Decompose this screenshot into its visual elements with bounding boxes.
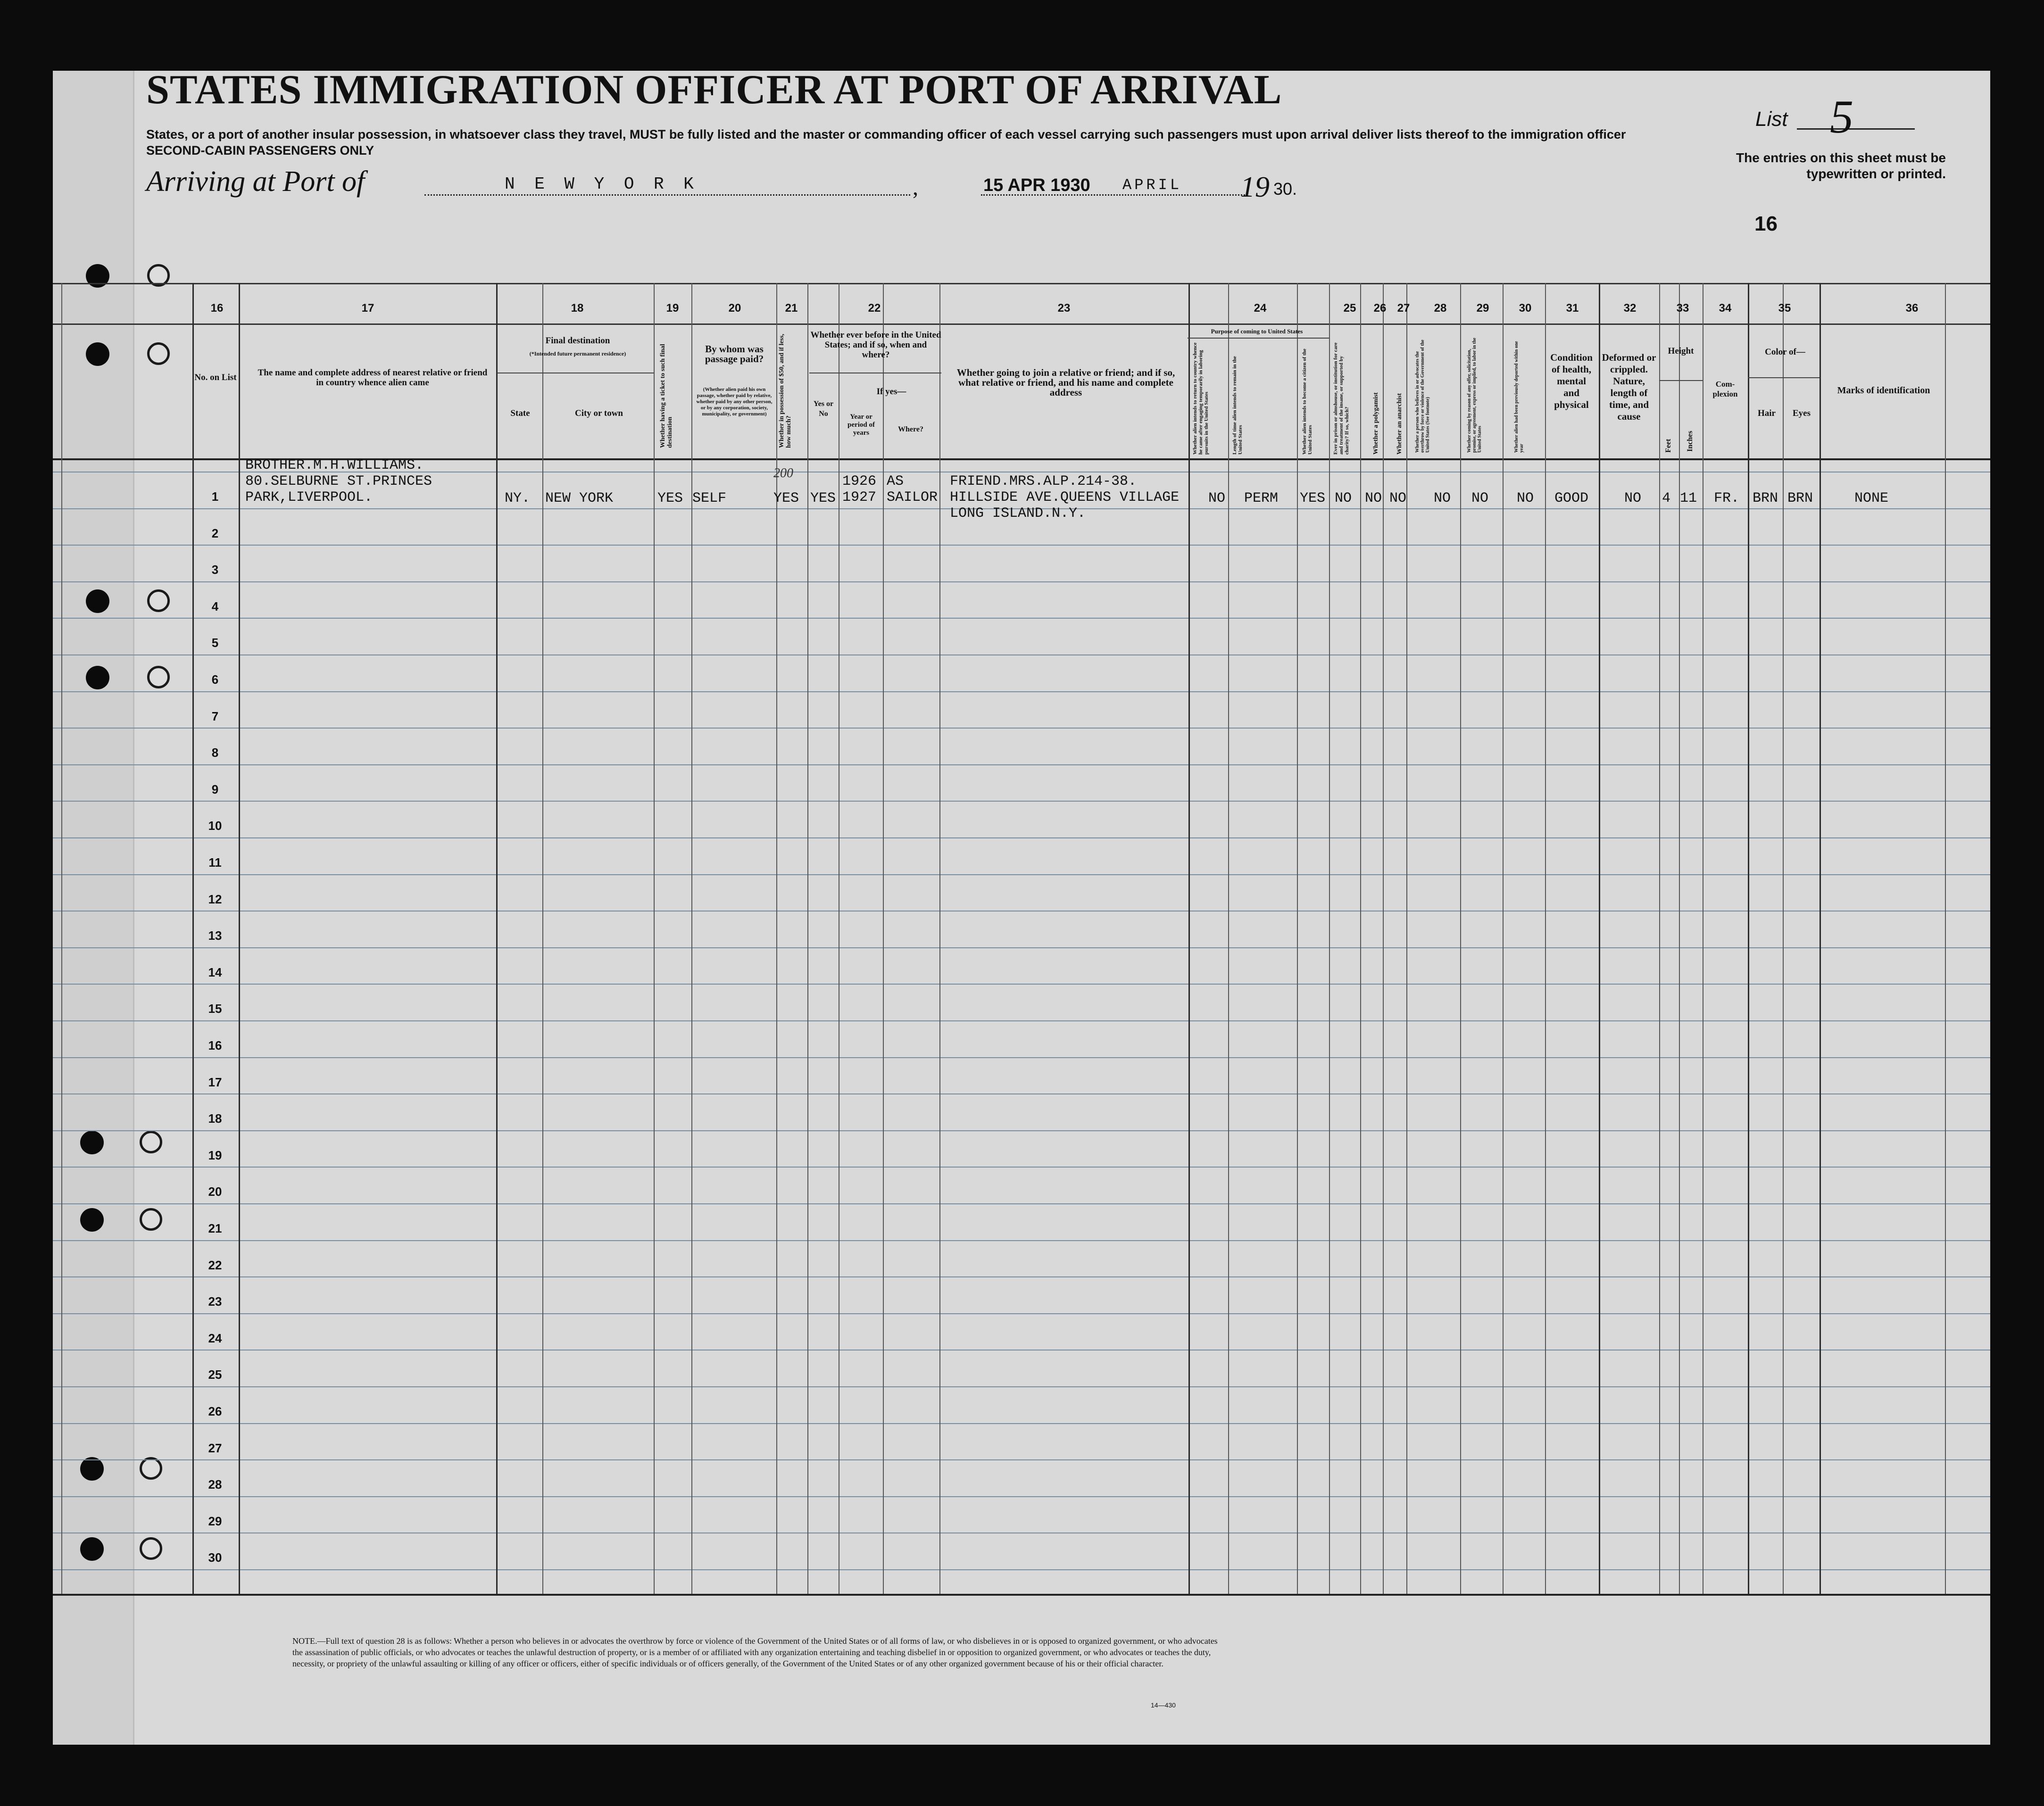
row-rule [53, 1130, 1990, 1131]
column-rule [1460, 283, 1461, 1594]
header-deported: Whether alien had been previously deported within one year [1514, 341, 1524, 453]
column-rule [1503, 283, 1504, 1594]
header-relative-address: The name and complete address of nearest relative or friend in country whence alien came [258, 368, 488, 388]
column-rule [883, 283, 884, 1594]
header-purpose-b: Length of time alien intends to remain in the United States [1232, 356, 1243, 455]
column-rule [1783, 283, 1784, 1594]
row-number: 10 [208, 819, 222, 833]
punch-hole [86, 666, 109, 689]
column-rule [496, 283, 498, 1594]
row-rule [53, 1496, 1990, 1497]
entry-deformed: NO [1624, 490, 1642, 506]
entry-marks: NONE [1854, 490, 1889, 506]
entry-prison: NO [1335, 490, 1352, 506]
column-rule [1659, 283, 1660, 1594]
col-number: 34 [1719, 302, 1732, 315]
header-joining: Whether going to join a relative or friend; and if so, what relative or friend, and his name and complete address [956, 367, 1175, 398]
entry-eyes: BRN [1787, 490, 1813, 506]
col-number: 23 [1057, 302, 1071, 315]
col-number: 16 [210, 302, 224, 315]
row-rule [53, 1459, 1990, 1460]
row-number: 25 [208, 1367, 222, 1382]
col-number: 19 [666, 302, 679, 315]
row-number: 8 [211, 746, 219, 760]
entry-condition: GOOD [1554, 490, 1589, 506]
punch-hole [80, 1131, 104, 1154]
column-rule [542, 283, 543, 1594]
header-deformed: Deformed or crippled. Nature, length of time, and cause [1602, 352, 1656, 422]
col-number: 36 [1905, 302, 1919, 315]
punch-hole [140, 1537, 162, 1560]
row-rule [53, 618, 1990, 619]
entry-polygamist: NO [1365, 490, 1382, 506]
header-feet: Feet [1664, 439, 1672, 453]
header-if-yes: If yes— [876, 387, 906, 397]
header-condition: Condition of health, mental and physical [1550, 352, 1593, 410]
row-number: 22 [208, 1258, 222, 1272]
row-number: 18 [208, 1111, 222, 1126]
header-marks: Marks of identification [1837, 385, 1930, 396]
row-rule [53, 1057, 1990, 1058]
entry-offer: NO [1471, 490, 1489, 506]
header-money: Whether in possession of $50, and if less, how much? [778, 333, 792, 448]
column-rule [807, 283, 808, 1594]
row-number: 27 [208, 1441, 222, 1455]
column-number-divider [53, 323, 1990, 325]
row-number: 6 [211, 672, 219, 687]
entry-deported: NO [1517, 490, 1534, 506]
col-number: 28 [1434, 302, 1447, 315]
column-rule [1406, 283, 1407, 1594]
instructions-text: The entries on this sheet must be typewritten or printed. [1736, 150, 1946, 181]
col-number: 24 [1254, 302, 1267, 315]
column-rule [1679, 283, 1680, 1594]
header-height: Height [1668, 346, 1694, 356]
row-number: 4 [211, 599, 219, 613]
row-number: 19 [208, 1148, 222, 1162]
column-rule [691, 283, 692, 1594]
row-number: 17 [208, 1075, 222, 1089]
column-rule [1360, 283, 1361, 1594]
column-rule [1188, 283, 1190, 1594]
row-rule [53, 801, 1990, 802]
row-number: 9 [211, 782, 219, 796]
column-rule [939, 283, 940, 1594]
entry-purpose-b: PERM [1244, 490, 1279, 506]
header-passage-paid: By whom was passage paid? [705, 343, 764, 365]
row-number: 13 [208, 928, 222, 943]
col-number: 27 [1397, 302, 1410, 315]
year-suffix: 30. [1273, 179, 1297, 199]
punch-hole [147, 666, 170, 688]
punch-hole [80, 1208, 104, 1232]
column-rule [1297, 283, 1298, 1594]
col-number: 22 [868, 302, 881, 315]
header-passage-paid-note: (Whether alien paid his own passage, whether paid by relative, whether paid by any other person, or by any corporation, society, municipality, or government) [696, 387, 773, 417]
row-rule [53, 654, 1990, 655]
row-rule [53, 1167, 1990, 1168]
year-prefix: 19 [1240, 171, 1270, 203]
col-number: 21 [785, 302, 798, 315]
column-rule [1383, 283, 1384, 1594]
header-overthrow: Whether a person who believes in or advocates the overthrow by force or violence of the Government of the United States (See footnote) [1415, 340, 1430, 453]
punch-hole [86, 342, 109, 366]
col-number: 17 [361, 302, 374, 315]
row-rule [53, 1276, 1990, 1277]
row-rule [53, 1386, 1990, 1387]
row-number: 20 [208, 1185, 222, 1199]
page-title: STATES IMMIGRATION OFFICER AT PORT OF ARRIVAL [146, 67, 1282, 113]
row-rule [53, 1203, 1990, 1204]
table-top-border [53, 283, 1990, 284]
header-city: City or town [574, 408, 623, 418]
row-number: 5 [211, 636, 219, 650]
sheet-number: 16 [1754, 212, 1778, 235]
list-number: 5 [1830, 91, 1853, 143]
arriving-label: Arriving at Port of [146, 166, 365, 198]
binding-strip [53, 71, 134, 1745]
punch-hole [140, 1131, 162, 1153]
column-rule [1599, 283, 1600, 1594]
header-yes-or-no: Yes or No [813, 400, 834, 418]
subtitle [146, 126, 1731, 158]
header-purpose-c: Whether alien intends to become a citizen of the United States [1302, 348, 1313, 455]
row-rule [53, 1423, 1990, 1424]
row-number: 30 [208, 1550, 222, 1565]
row-rule [53, 1020, 1990, 1021]
punch-hole [80, 1457, 104, 1481]
header-hair: Hair [1758, 408, 1776, 418]
col-number: 29 [1476, 302, 1489, 315]
column-rule [1945, 283, 1946, 1594]
list-label: List [1755, 108, 1788, 131]
entry-purpose-a: NO [1208, 490, 1226, 506]
header-inches: Inches [1686, 431, 1694, 452]
header-final-destination-note: (*Intended future permanent residence) [529, 350, 626, 357]
row-rule [53, 545, 1990, 546]
row-number: 3 [211, 563, 219, 577]
row-rule [53, 728, 1990, 729]
entry-money-note: 200 [773, 466, 793, 480]
entry-money: YES [773, 490, 799, 506]
row-number: 1 [211, 489, 219, 504]
entry-state: NY. [505, 490, 531, 506]
entry-anarchist: NO [1389, 490, 1407, 506]
entry-city: NEW YORK [545, 490, 614, 506]
entry-inches: 11 [1680, 490, 1697, 506]
row-number: 28 [208, 1477, 222, 1492]
col-number: 20 [728, 302, 741, 315]
form-number: 14—430 [1151, 1701, 1176, 1709]
header-purpose-a: Whether alien intends to return to country whence he came after engaging temporarily in laboring pursuits in the United States [1192, 342, 1209, 455]
col-number: 26 [1373, 302, 1387, 315]
manifest-sheet [53, 71, 1990, 1745]
header-anarchist: Whether an anarchist [1396, 393, 1403, 455]
month-value: APRIL [1122, 176, 1182, 194]
entry-complexion: FR. [1714, 490, 1740, 506]
row-number: 14 [208, 965, 222, 979]
row-rule [53, 984, 1990, 985]
entry-before-yes: YES [810, 490, 836, 506]
header-state: State [510, 408, 530, 418]
row-rule [53, 1569, 1990, 1570]
row-rule [53, 874, 1990, 875]
entry-purpose-c: YES [1300, 490, 1326, 506]
column-rule [654, 283, 655, 1594]
port-underline [424, 194, 910, 196]
punch-hole [80, 1537, 104, 1561]
header-purpose: Purpose of coming to United States [1211, 328, 1303, 335]
entry-passage-paid: SELF [692, 490, 727, 506]
row-rule [53, 581, 1990, 582]
entry-feet: 4 [1662, 490, 1671, 506]
entry-overthrow: NO [1434, 490, 1451, 506]
header-no-on-list: No. on List [194, 373, 237, 382]
punch-hole [147, 342, 170, 365]
column-rule [192, 283, 194, 1594]
row-number: 12 [208, 892, 222, 906]
row-number: 2 [211, 526, 219, 540]
row-rule [53, 1313, 1990, 1314]
row-rule [53, 691, 1990, 692]
stamp-date: 15 APR 1930 [983, 175, 1090, 195]
column-rule [1820, 283, 1821, 1594]
entry-joining: FRIEND.MRS.ALP.214-38. HILLSIDE AVE.QUEENS VILLAGE LONG ISLAND.N.Y. [950, 473, 1180, 522]
col-number: 31 [1566, 302, 1579, 315]
header-complexion: Com-plexion [1712, 380, 1738, 398]
header-final-destination: Final destination [545, 336, 610, 346]
header-prison: Ever in prison or almshouse, or institution for care and treatment of the insane, or supported by charity? If so, which? [1333, 342, 1350, 455]
table-bottom-border [53, 1594, 1990, 1596]
entry-before-years: 1926 1927 [842, 473, 877, 505]
row-rule [53, 837, 1990, 838]
column-rule [1748, 283, 1749, 1594]
row-number: 16 [208, 1038, 222, 1052]
entry-hair: BRN [1753, 490, 1778, 506]
subtitle-line2: SECOND-CABIN PASSENGERS ONLY [146, 143, 374, 157]
header-eyes: Eyes [1793, 408, 1811, 418]
row-number: 24 [208, 1331, 222, 1345]
subtitle-line1: States, or a port of another insular possession, in whatsoever class they travel, MUST be fully listed and the master or commanding officer of each vessel carrying such passengers must upon arrival deliver lists thereof to the immigration officer [146, 127, 1626, 141]
row-number: 7 [211, 709, 219, 723]
punch-hole [140, 1208, 162, 1231]
row-number: 11 [208, 855, 222, 870]
header-polygamist: Whether a polygamist [1372, 392, 1379, 455]
header-offer: Whether coming by reason of any offer, solicitation, promise, or agreement, express or implied, to labor in the United States [1467, 338, 1482, 453]
col-number: 18 [571, 302, 584, 315]
punch-hole [86, 589, 109, 613]
col-number: 30 [1519, 302, 1532, 315]
row-rule [53, 764, 1990, 765]
row-rule [53, 947, 1990, 948]
list-underline [1797, 128, 1915, 130]
column-rule [61, 283, 62, 1594]
entry-relative-address: BROTHER.M.H.WILLIAMS. 80.SELBURNE ST.PRINCES PARK,LIVERPOOL. [245, 457, 432, 505]
col-number: 32 [1623, 302, 1637, 315]
entry-ticket: YES [657, 490, 683, 506]
row-number: 23 [208, 1294, 222, 1309]
row-number: 29 [208, 1514, 222, 1528]
column-rule [1228, 283, 1229, 1594]
punch-hole [147, 589, 170, 612]
header-where: Where? [898, 425, 923, 433]
column-rule [1545, 283, 1546, 1594]
column-rule [1329, 283, 1330, 1594]
col-number: 25 [1343, 302, 1356, 315]
punch-hole [140, 1457, 162, 1480]
port-value: N E W Y O R K [505, 174, 698, 194]
header-color-of: Color of— [1765, 347, 1805, 357]
header-year-period: Year or period of years [848, 413, 875, 437]
header-before-in-us: Whether ever before in the United States; and if so, when and where? [810, 330, 941, 360]
row-number: 15 [208, 1002, 222, 1016]
row-number: 21 [208, 1221, 222, 1235]
footnote: NOTE.—Full text of question 28 is as follows: Whether a person who believes in or advocates the overthrow by force or violence of the Government of the United States or of all forms of law, or who disbelieves in or is opposed to organized government, or who advocates the assassination of public officials, or who advocates or teaches the unlawful destruction of property, or is a member of or affiliated with any organization entertaining and teaching disbelief in or opposition to organized government, or who advocates or teaches the duty, necessity, or propriety of the unlawful assaulting or killing of any officer or officers, either of specific individuals or of officers generally, of the Government of the United States or of any other organized government because of his or their official character. [292, 1636, 1218, 1668]
col-number: 35 [1778, 302, 1791, 315]
column-rule [239, 283, 240, 1594]
row-number: 26 [208, 1404, 222, 1418]
header-ticket: Whether having a ticket to such final destination [659, 344, 673, 448]
col-number: 33 [1676, 302, 1689, 315]
entry-before-where: AS SAILOR [887, 473, 938, 505]
row-rule [53, 1240, 1990, 1241]
